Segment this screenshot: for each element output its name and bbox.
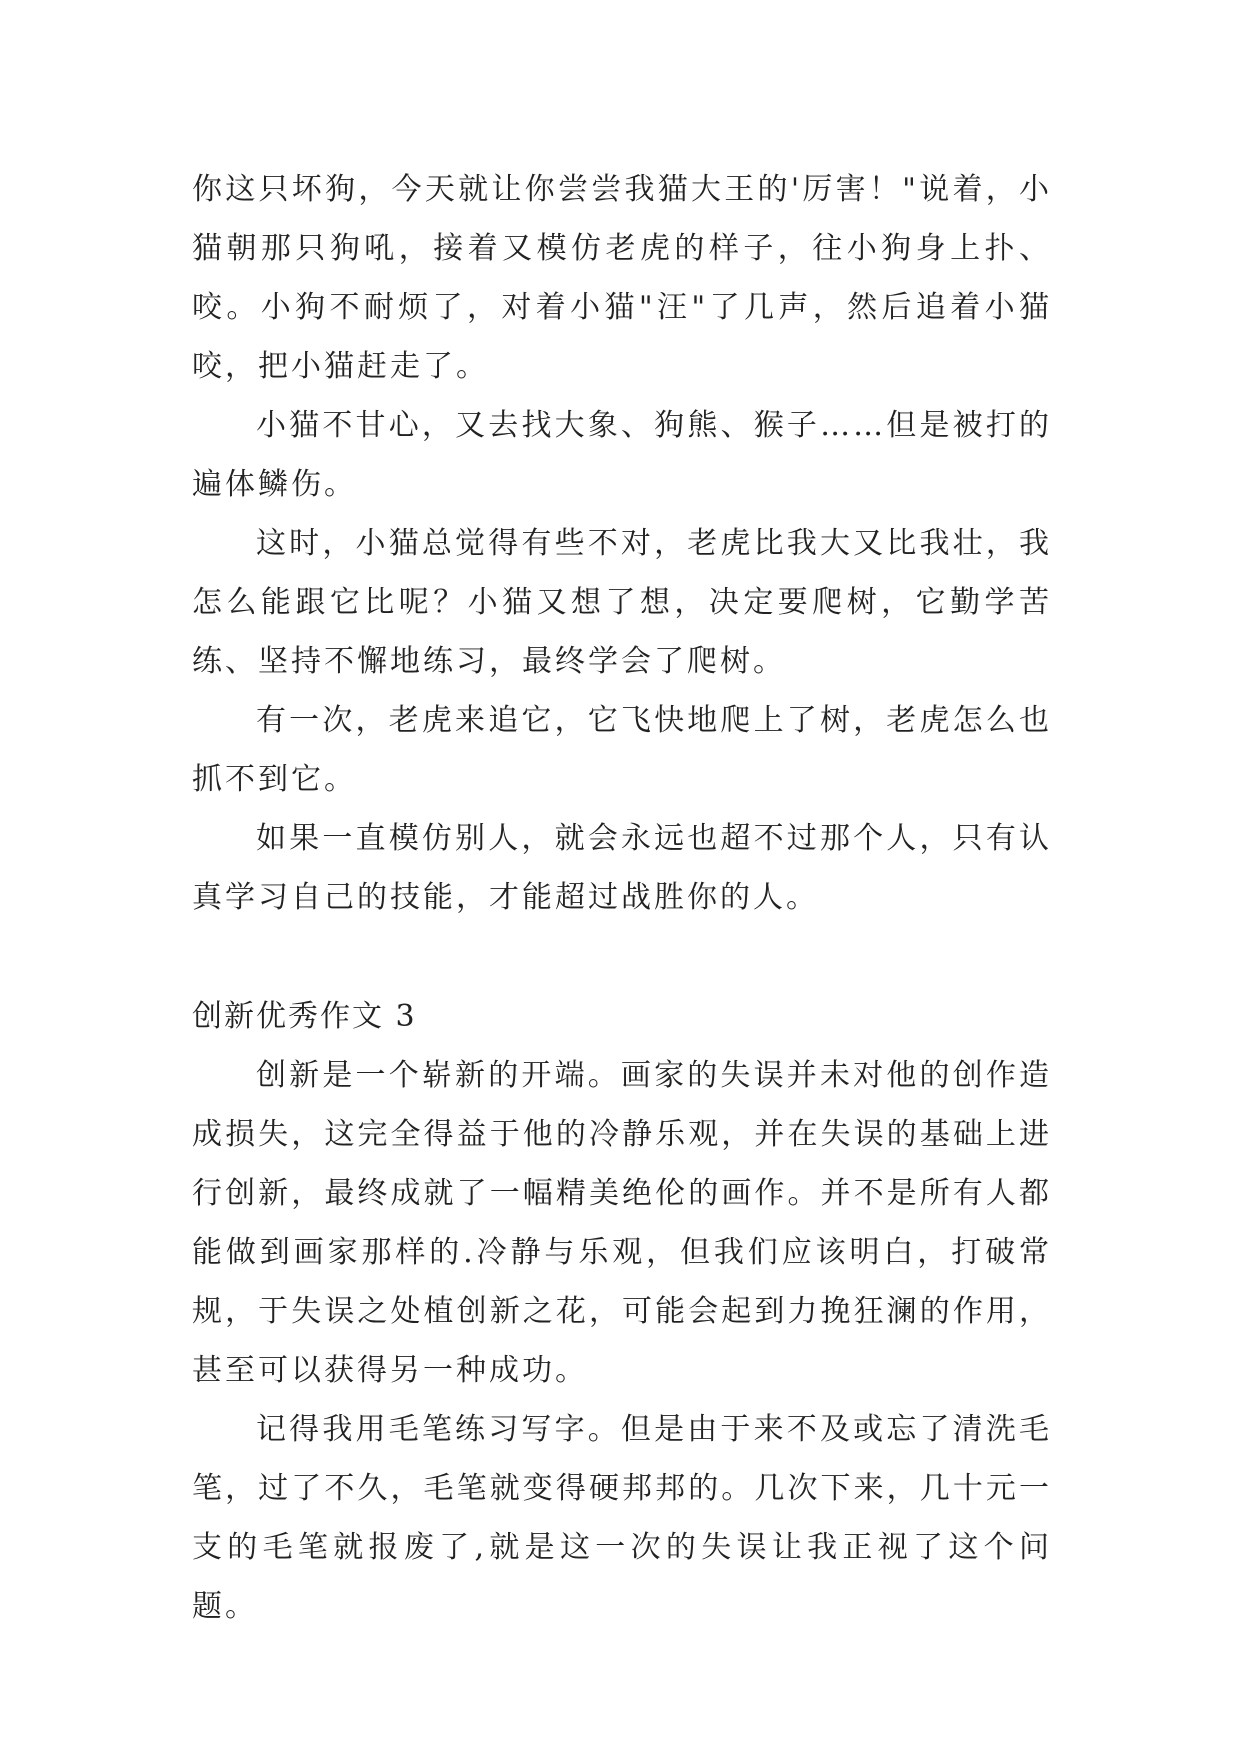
document-body (192, 160, 1052, 1636)
paragraph-continuation: 你这只坏狗，今天就让你尝尝我猫大王的'厉害！"说着，小猫朝那只狗吼，接着又模仿老虎的样子，往小狗身上扑、咬。小狗不耐烦了，对着小猫"汪"了几声，然后追着小猫咬，把小猫赶走了。 (192, 172, 1052, 384)
paragraph: 如果一直模仿别人，就会永远也超不过那个人，只有认真学习自己的技能，才能超过战胜你的人。 (192, 821, 1052, 915)
paragraph: 记得我用毛笔练习写字。但是由于来不及或忘了清洗毛笔，过了不久，毛笔就变得硬邦邦的。几次下来，几十元一支的毛笔就报废了,就是这一次的失误让我正视了这个问题。 (192, 1412, 1052, 1624)
paragraph: 创新是一个崭新的开端。画家的失误并未对他的创作造成损失，这完全得益于他的冷静乐观，并在失误的基础上进行创新，最终成就了一幅精美绝伦的画作。并不是所有人都能做到画家那样的.冷静与乐观，但我们应该明白，打破常规，于失误之处植创新之花，可能会起到力挽狂澜的作用，甚至可以获得另一种成功。 (192, 1058, 1052, 1388)
section-title: 创新优秀作文 3 (192, 999, 417, 1034)
paragraph: 这时，小猫总觉得有些不对，老虎比我大又比我壮，我怎么能跟它比呢？小猫又想了想，决定要爬树，它勤学苦练、坚持不懈地练习，最终学会了爬树。 (192, 526, 1052, 679)
paragraph: 有一次，老虎来追它，它飞快地爬上了树，老虎怎么也抓不到它。 (192, 703, 1052, 797)
paragraph: 小猫不甘心，又去找大象、狗熊、猴子……但是被打的遍体鳞伤。 (192, 408, 1052, 502)
